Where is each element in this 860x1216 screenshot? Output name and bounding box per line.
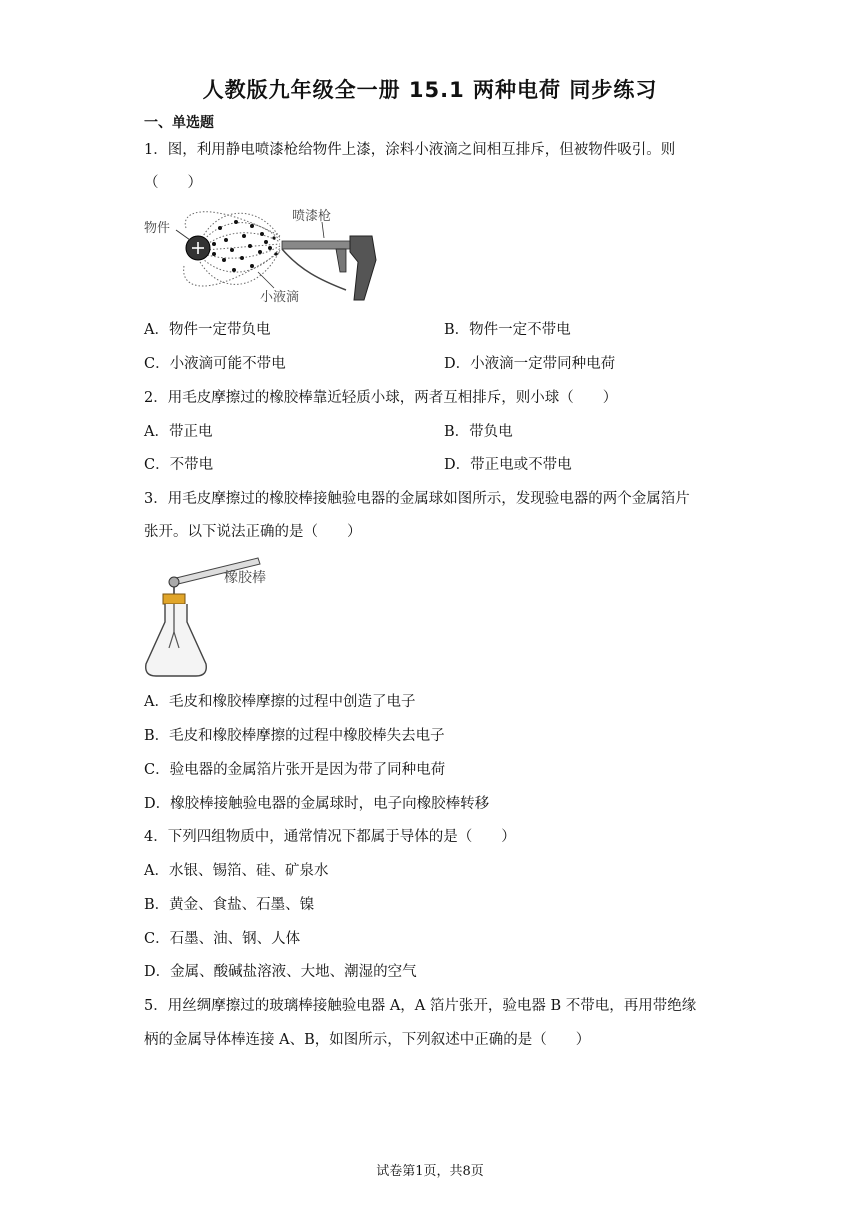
q3-option-a: A．毛皮和橡胶棒摩擦的过程中创造了电子 xyxy=(144,694,416,710)
q1-option-a: A．物件一定带负电 xyxy=(144,322,271,338)
electroscope-figure xyxy=(140,552,285,682)
q4-stem: 4．下列四组物质中，通常情况下都属于导体的是（ ） xyxy=(144,829,516,845)
q2-option-d: D．带正电或不带电 xyxy=(444,457,572,473)
q1-option-b: B．物件一定不带电 xyxy=(444,322,571,338)
q1-option-c: C．小液滴可能不带电 xyxy=(144,356,286,372)
q3-stem-line2: 张开。以下说法正确的是（ ） xyxy=(144,524,362,540)
q5-stem: 5．用丝绸摩擦过的玻璃棒接触验电器 A，A 箔片张开，验电器 B 不带电，再用带绝缘 xyxy=(144,998,697,1014)
figure-label-object: 物件 xyxy=(144,221,171,236)
page-footer: 试卷第1页，共8页 xyxy=(376,1164,484,1179)
figure-label-gun: 喷漆枪 xyxy=(292,209,332,224)
q2-option-a: A．带正电 xyxy=(144,424,213,440)
section-heading: 一、单选题 xyxy=(144,115,214,131)
q2-option-b: B．带负电 xyxy=(444,424,513,440)
spray-gun-figure xyxy=(140,200,385,310)
q3-option-d: D．橡胶棒接触验电器的金属球时，电子向橡胶棒转移 xyxy=(144,796,490,812)
q1-stem: 1．图，利用静电喷漆枪给物件上漆，涂料小液滴之间相互排斥，但被物件吸引。则 xyxy=(144,142,676,158)
q3-stem: 3．用毛皮摩擦过的橡胶棒接触验电器的金属球如图所示，发现验电器的两个金属箔片 xyxy=(144,491,690,507)
q4-option-b: B．黄金、食盐、石墨、镍 xyxy=(144,897,315,913)
q1-option-d: D．小液滴一定带同种电荷 xyxy=(444,356,616,372)
q2-stem: 2．用毛皮摩擦过的橡胶棒靠近轻质小球，两者互相排斥，则小球（ ） xyxy=(144,390,618,406)
q2-option-c: C．不带电 xyxy=(144,457,214,473)
q3-option-b: B．毛皮和橡胶棒摩擦的过程中橡胶棒失去电子 xyxy=(144,728,445,744)
q5-stem-line2: 柄的金属导体棒连接 A、B，如图所示，下列叙述中正确的是（ ） xyxy=(144,1032,591,1048)
q3-option-c: C．验电器的金属箔片张开是因为带了同种电荷 xyxy=(144,762,446,778)
q4-option-a: A．水银、锡箔、硅、矿泉水 xyxy=(144,863,329,879)
q1-stem-brackets: （ ） xyxy=(144,175,202,191)
q4-option-d: D．金属、酸碱盐溶液、大地、潮湿的空气 xyxy=(144,964,417,980)
figure-label-rod: 橡胶棒 xyxy=(224,570,266,586)
page-title: 人教版九年级全一册 15.1 两种电荷 同步练习 xyxy=(202,78,658,102)
q4-option-c: C．石墨、油、钢、人体 xyxy=(144,931,301,947)
figure-label-droplets: 小液滴 xyxy=(260,290,300,305)
